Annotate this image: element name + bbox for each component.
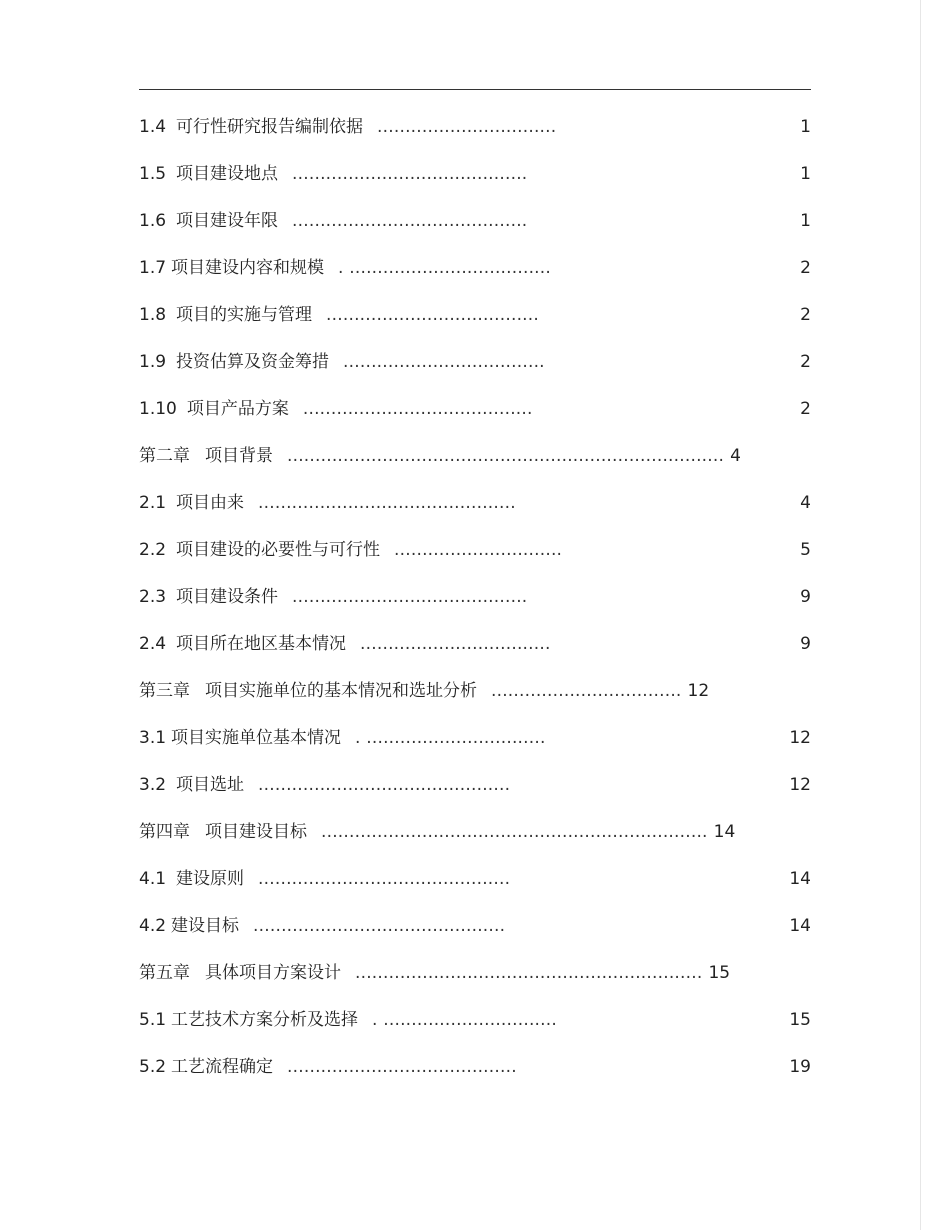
toc-dot-leader: . .................................... bbox=[338, 258, 551, 278]
toc-entry-number: 3.2 bbox=[139, 775, 167, 795]
toc-entry-text bbox=[139, 997, 557, 1044]
toc-dot-leader: . ............................... bbox=[372, 1010, 557, 1030]
toc-dot-leader: ............................................. bbox=[253, 916, 506, 936]
toc-dot-leader: ................................ bbox=[377, 117, 557, 137]
toc-entry-title: 项目所在地区基本情况 bbox=[176, 634, 347, 654]
toc-entry-text bbox=[139, 104, 556, 151]
toc-page-number: 14 bbox=[789, 869, 811, 889]
toc-entry-text bbox=[139, 621, 551, 668]
toc-page-number: 2 bbox=[800, 305, 811, 325]
toc-chapter-entry bbox=[139, 433, 811, 480]
toc-entry-text bbox=[139, 198, 527, 245]
toc-entry-text bbox=[139, 1044, 517, 1091]
toc-entry-text bbox=[139, 292, 539, 339]
toc-entry-text bbox=[139, 527, 562, 574]
table-of-contents bbox=[139, 104, 811, 1091]
toc-entry-title: 项目建设年限 bbox=[176, 211, 279, 231]
toc-entry-number: 4.2 bbox=[139, 916, 167, 936]
toc-entry-number: 4.1 bbox=[139, 869, 167, 889]
toc-page-number: 19 bbox=[789, 1057, 811, 1077]
toc-entry-text bbox=[139, 386, 533, 433]
toc-entry-title: 项目建设内容和规模 bbox=[171, 258, 325, 278]
toc-section-entry bbox=[139, 997, 811, 1044]
toc-entry-title: 项目的实施与管理 bbox=[176, 305, 313, 325]
toc-dot-leader: .............................................................................. bbox=[287, 446, 725, 466]
toc-entry-number: 第二章 bbox=[139, 446, 190, 466]
toc-chapter-entry bbox=[139, 809, 811, 856]
toc-page-number: 12 bbox=[687, 681, 710, 701]
toc-section-entry bbox=[139, 574, 811, 621]
toc-entry-title: 项目产品方案 bbox=[186, 399, 289, 419]
toc-entry-title: 工艺流程确定 bbox=[171, 1057, 274, 1077]
toc-entry-text bbox=[139, 339, 545, 386]
toc-page-number: 2 bbox=[800, 258, 811, 278]
toc-entry-number: 5.1 bbox=[139, 1010, 167, 1030]
toc-entry-number: 1.6 bbox=[139, 211, 167, 231]
toc-section-entry bbox=[139, 903, 811, 950]
toc-entry-number: 2.2 bbox=[139, 540, 167, 560]
toc-page-number: 1 bbox=[800, 211, 811, 231]
toc-entry-text bbox=[139, 950, 730, 997]
toc-page-number: 15 bbox=[789, 1010, 811, 1030]
toc-page-number: 12 bbox=[789, 775, 811, 795]
toc-page-number: 14 bbox=[789, 916, 811, 936]
toc-dot-leader: .......................................... bbox=[292, 164, 528, 184]
toc-entry-number: 第四章 bbox=[139, 822, 190, 842]
toc-entry-title: 工艺技术方案分析及选择 bbox=[171, 1010, 359, 1030]
toc-entry-text bbox=[139, 433, 741, 480]
toc-entry-text bbox=[139, 762, 510, 809]
toc-entry-number: 5.2 bbox=[139, 1057, 167, 1077]
toc-section-entry bbox=[139, 856, 811, 903]
toc-entry-title: 项目建设条件 bbox=[176, 587, 279, 607]
toc-entry-title: 项目建设地点 bbox=[176, 164, 279, 184]
toc-entry-number: 3.1 bbox=[139, 728, 167, 748]
toc-section-entry bbox=[139, 245, 811, 292]
toc-chapter-entry bbox=[139, 668, 811, 715]
toc-entry-title: 项目建设目标 bbox=[205, 822, 307, 842]
toc-entry-number: 1.5 bbox=[139, 164, 167, 184]
toc-dot-leader: .................................. bbox=[491, 681, 682, 701]
toc-entry-number: 2.1 bbox=[139, 493, 167, 513]
toc-entry-number: 第五章 bbox=[139, 963, 190, 983]
toc-dot-leader: ......................................... bbox=[287, 1057, 517, 1077]
toc-section-entry bbox=[139, 339, 811, 386]
toc-entry-text bbox=[139, 903, 505, 950]
toc-section-entry bbox=[139, 198, 811, 245]
toc-section-entry bbox=[139, 292, 811, 339]
toc-entry-title: 可行性研究报告编制依据 bbox=[176, 117, 364, 137]
toc-entry-title: 建设原则 bbox=[176, 869, 245, 889]
toc-dot-leader: .................................... bbox=[343, 352, 545, 372]
toc-section-entry bbox=[139, 527, 811, 574]
toc-dot-leader: ............................................. bbox=[258, 775, 511, 795]
toc-dot-leader: ..................................................................... bbox=[321, 822, 708, 842]
toc-section-entry bbox=[139, 480, 811, 527]
toc-entry-title: 项目实施单位基本情况 bbox=[171, 728, 342, 748]
toc-dot-leader: .................................. bbox=[360, 634, 551, 654]
toc-dot-leader: ...................................... bbox=[326, 305, 539, 325]
toc-entry-text bbox=[139, 574, 527, 621]
toc-page-number: 9 bbox=[800, 587, 811, 607]
toc-entry-title: 具体项目方案设计 bbox=[205, 963, 341, 983]
toc-page-number: 4 bbox=[800, 493, 811, 513]
header-rule bbox=[139, 89, 811, 90]
toc-entry-title: 建设目标 bbox=[171, 916, 240, 936]
toc-entry-title: 项目由来 bbox=[176, 493, 245, 513]
toc-entry-title: 项目选址 bbox=[176, 775, 245, 795]
toc-page-number: 15 bbox=[708, 963, 731, 983]
toc-entry-text bbox=[139, 668, 709, 715]
toc-page-number: 1 bbox=[800, 117, 811, 137]
toc-page-number: 2 bbox=[800, 399, 811, 419]
toc-entry-text bbox=[139, 856, 510, 903]
toc-section-entry bbox=[139, 104, 811, 151]
toc-dot-leader: .............................. bbox=[394, 540, 563, 560]
toc-entry-number: 1.9 bbox=[139, 352, 167, 372]
toc-dot-leader: . ................................ bbox=[355, 728, 546, 748]
toc-dot-leader: .............................................................. bbox=[355, 963, 703, 983]
toc-entry-text bbox=[139, 480, 516, 527]
toc-section-entry bbox=[139, 1044, 811, 1091]
toc-entry-number: 1.8 bbox=[139, 305, 167, 325]
toc-dot-leader: ............................................. bbox=[258, 869, 511, 889]
toc-entry-number: 2.3 bbox=[139, 587, 167, 607]
toc-entry-text bbox=[139, 715, 546, 762]
toc-entry-title: 项目实施单位的基本情况和选址分析 bbox=[205, 681, 477, 701]
toc-section-entry bbox=[139, 762, 811, 809]
toc-entry-title: 项目建设的必要性与可行性 bbox=[176, 540, 381, 560]
toc-entry-number: 第三章 bbox=[139, 681, 190, 701]
toc-entry-text bbox=[139, 151, 527, 198]
toc-section-entry bbox=[139, 621, 811, 668]
toc-dot-leader: .......................................... bbox=[292, 587, 528, 607]
toc-entry-title: 项目背景 bbox=[205, 446, 273, 466]
toc-entry-text bbox=[139, 245, 551, 292]
toc-entry-number: 1.4 bbox=[139, 117, 167, 137]
toc-entry-number: 1.10 bbox=[139, 399, 177, 419]
toc-dot-leader: ......................................... bbox=[302, 399, 533, 419]
toc-page-number: 9 bbox=[800, 634, 811, 654]
toc-entry-title: 投资估算及资金筹措 bbox=[176, 352, 330, 372]
toc-section-entry bbox=[139, 715, 811, 762]
toc-page-number: 5 bbox=[800, 540, 811, 560]
toc-page-number: 2 bbox=[800, 352, 811, 372]
toc-chapter-entry bbox=[139, 950, 811, 997]
toc-page-number: 14 bbox=[713, 822, 736, 842]
toc-page-number: 1 bbox=[800, 164, 811, 184]
toc-entry-number: 2.4 bbox=[139, 634, 167, 654]
toc-dot-leader: .............................................. bbox=[258, 493, 516, 513]
toc-entry-text bbox=[139, 809, 735, 856]
toc-page-number: 12 bbox=[789, 728, 811, 748]
toc-dot-leader: .......................................... bbox=[292, 211, 528, 231]
toc-entry-number: 1.7 bbox=[139, 258, 167, 278]
page-right-edge bbox=[920, 0, 921, 1230]
toc-section-entry bbox=[139, 386, 811, 433]
toc-section-entry bbox=[139, 151, 811, 198]
toc-page-number: 4 bbox=[730, 446, 741, 466]
